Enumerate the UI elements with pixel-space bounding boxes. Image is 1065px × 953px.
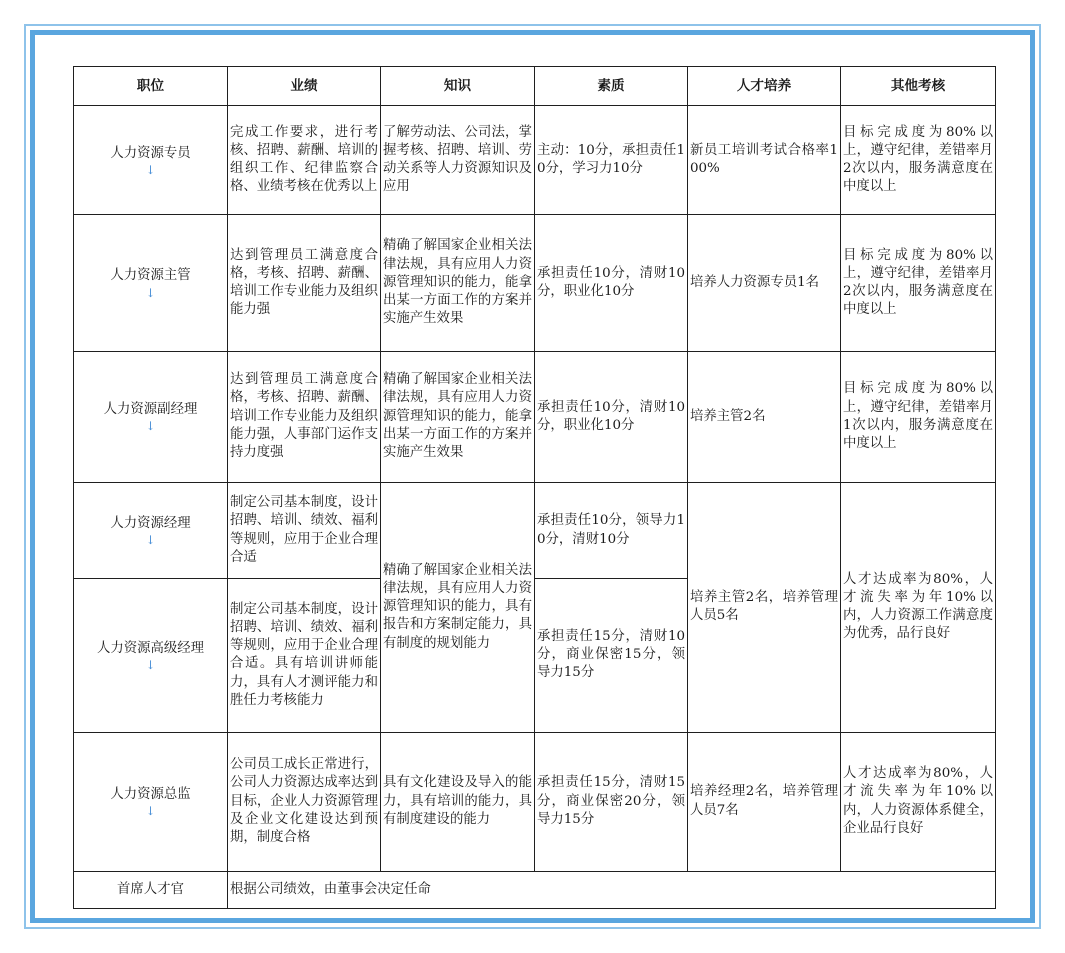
arrow-down-icon: ↓ [145,657,156,672]
other-cell: 目标完成度为80%以上，遵守纪律，差错率月2次以内，服务满意度在中度以上 [841,106,996,215]
arrow-down-icon: ↓ [145,419,156,434]
quality-cell: 承担责任10分，清财10分，职业化10分 [535,215,688,351]
arrow-down-icon: ↓ [145,285,156,300]
header-quality: 素质 [535,67,688,106]
talent-cell: 培养经理2名，培养管理人员7名 [688,732,841,871]
table-row [74,215,996,351]
table-row [74,482,996,578]
position-label: 首席人才官 [117,881,184,897]
header-knowledge: 知识 [381,67,535,106]
arrow-down-icon: ↓ [145,533,156,548]
other-cell: 目标完成度为80%以上，遵守纪律，差错率月1次以内，服务满意度在中度以上 [841,351,996,482]
talent-cell: 新员工培训考试合格率100% [688,106,841,215]
performance-cell: 制定公司基本制度，设计招聘、培训、绩效、福利等规则，应用于企业合理合适。具有培训讲师能力，具有人才测评能力和胜任力考核能力 [228,579,381,732]
quality-cell: 承担责任15分，清财10分，商业保密15分，领导力15分 [535,579,688,732]
other-cell-merged: 人才达成率为80%，人才流失率为年10%以内，人力资源工作满意度为优秀，品行良好 [841,482,996,732]
knowledge-cell: 精确了解国家企业相关法律法规，具有应用人力资源管理知识的能力，能拿出某一方面工作的方案并实施产生效果 [381,351,535,482]
position-label: 人力资源经理 [110,515,191,531]
position-cell [74,732,228,871]
knowledge-cell-merged: 精确了解国家企业相关法律法规，具有应用人力资源管理知识的能力，具有报告和方案制定能力，具有制度的规划能力 [381,482,535,732]
other-cell: 人才达成率为80%，人才流失率为年10%以内，人力资源体系健全，企业品行良好 [841,732,996,871]
position-label: 人力资源主管 [110,268,191,284]
arrow-down-icon: ↓ [145,162,156,177]
position-label: 人力资源专员 [110,145,191,161]
position-cell [74,215,228,351]
other-cell: 目标完成度为80%以上，遵守纪律，差错率月2次以内，服务满意度在中度以上 [841,215,996,351]
table-row [74,732,996,871]
arrow-down-icon: ↓ [145,804,156,819]
table-row [74,351,996,482]
header-row [74,67,996,106]
position-cell [74,106,228,215]
talent-cell-merged: 培养主管2名，培养管理人员5名 [688,482,841,732]
header-position: 职位 [74,67,228,106]
talent-cell: 培养人力资源专员1名 [688,215,841,351]
position-label: 人力资源副经理 [103,402,198,418]
table-row [74,871,996,908]
performance-cell: 公司员工成长正常进行，公司人力资源达成率达到目标，企业人力资源管理及企业文化建设达到预期，制度合格 [228,732,381,871]
knowledge-cell: 了解劳动法、公司法，掌握考核、招聘、培训、劳动关系等人力资源知识及应用 [381,106,535,215]
position-cell [74,579,228,732]
hr-career-table [73,66,996,909]
quality-cell: 承担责任15分，清财15分，商业保密20分，领导力15分 [535,732,688,871]
quality-cell: 承担责任10分，领导力10分，清财10分 [535,482,688,578]
performance-cell: 制定公司基本制度，设计招聘、培训、绩效、福利等规则，应用于企业合理合适 [228,482,381,578]
header-other: 其他考核 [841,67,996,106]
talent-cell: 培养主管2名 [688,351,841,482]
appointment-cell: 根据公司绩效，由董事会决定任命 [228,871,996,908]
knowledge-cell: 具有文化建设及导入的能力，具有培训的能力，具有制度建设的能力 [381,732,535,871]
position-cell [74,482,228,578]
position-cell [74,351,228,482]
position-label: 人力资源总监 [110,787,191,803]
table-row [74,106,996,215]
header-performance: 业绩 [228,67,381,106]
quality-cell: 承担责任10分，清财10分，职业化10分 [535,351,688,482]
position-label: 人力资源高级经理 [96,640,205,656]
knowledge-cell: 精确了解国家企业相关法律法规，具有应用人力资源管理知识的能力，能拿出某一方面工作的方案并实施产生效果 [381,215,535,351]
header-talent: 人才培养 [688,67,841,106]
performance-cell: 完成工作要求，进行考核、招聘、薪酬、培训的组织工作、纪律监察合格、业绩考核在优秀以上 [228,106,381,215]
performance-cell: 达到管理员工满意度合格，考核、招聘、薪酬、培训工作专业能力及组织能力强，人事部门运作支持力度强 [228,351,381,482]
performance-cell: 达到管理员工满意度合格，考核、招聘、薪酬、培训工作专业能力及组织能力强 [228,215,381,351]
position-cell [74,871,228,908]
quality-cell: 主动：10分，承担责任10分，学习力10分 [535,106,688,215]
